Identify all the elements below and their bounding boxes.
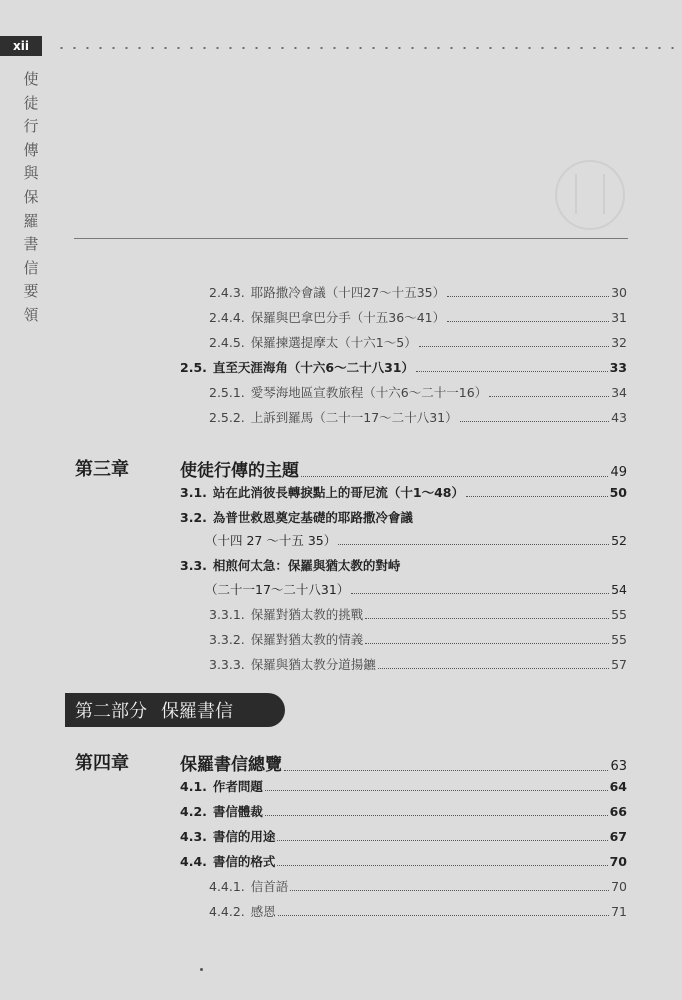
toc-entry[interactable]: 2.4.5. 保羅揀選提摩太（十六1～5） 32 xyxy=(209,335,627,350)
toc-entry[interactable]: 3.3. 相煎何太急：保羅與猶太教的對峙 xyxy=(180,558,401,573)
toc-entry[interactable]: 4.2. 書信體裁 66 xyxy=(180,804,627,819)
part-banner[interactable] xyxy=(65,693,285,727)
toc-entry[interactable]: 4.4. 書信的格式 70 xyxy=(180,854,627,869)
toc-entry[interactable]: 4.4.1. 信首語 70 xyxy=(209,879,627,894)
chapter-entry[interactable]: 保羅書信總覽 63 xyxy=(180,755,627,775)
running-book-title: 使 徒 行 傳 與 保 羅 書 信 要 領 xyxy=(23,70,39,324)
watermark-seal xyxy=(555,160,625,230)
toc-entry[interactable]: 3.2. 為普世救恩奠定基礎的耶路撒冷會議 xyxy=(180,510,413,525)
toc-entry[interactable]: 2.5.1. 愛琴海地區宣教旅程（十六6～二十一16） 34 xyxy=(209,385,627,400)
page-number: xii xyxy=(0,36,42,56)
divider xyxy=(74,238,628,239)
part-title: 保羅書信 xyxy=(161,701,233,722)
chapter-label: 第四章 xyxy=(75,753,129,774)
chapter-entry[interactable]: 使徒行傳的主題 49 xyxy=(180,461,627,481)
dotted-header-rule xyxy=(55,47,682,49)
toc-entry[interactable]: 3.1. 站在此消彼長轉捩點上的哥尼流（十1～48） 50 xyxy=(180,485,627,500)
toc-entry[interactable]: 3.3.3. 保羅與猶太教分道揚鑣 57 xyxy=(209,657,627,672)
toc-entry[interactable]: 2.4.4. 保羅與巴拿巴分手（十五36～41） 31 xyxy=(209,310,627,325)
toc-entry[interactable]: 3.3.2. 保羅對猶太教的情義 55 xyxy=(209,632,627,647)
toc-entry[interactable]: 4.1. 作者問題 64 xyxy=(180,779,627,794)
toc-entry[interactable]: 2.5.2. 上訴到羅馬（二十一17～二十八31） 43 xyxy=(209,410,627,425)
toc-entry[interactable]: 4.3. 書信的用途 67 xyxy=(180,829,627,844)
toc-entry[interactable]: 4.4.2. 感恩 71 xyxy=(209,904,627,919)
part-label: 第二部分 xyxy=(75,701,147,722)
toc-entry-continued[interactable]: （十四 27 ～十五 35） 52 xyxy=(205,533,627,548)
toc-entry[interactable]: 3.3.1. 保羅對猶太教的挑戰 55 xyxy=(209,607,627,622)
speck xyxy=(200,968,203,971)
toc-entry[interactable]: 2.5. 直至天涯海角（十六6～二十八31） 33 xyxy=(180,360,627,375)
toc-entry[interactable]: 2.4.3. 耶路撒冷會議（十四27～十五35） 30 xyxy=(209,285,627,300)
chapter-label: 第三章 xyxy=(75,459,129,480)
toc-entry-continued[interactable]: （二十一17～二十八31） 54 xyxy=(205,582,627,597)
